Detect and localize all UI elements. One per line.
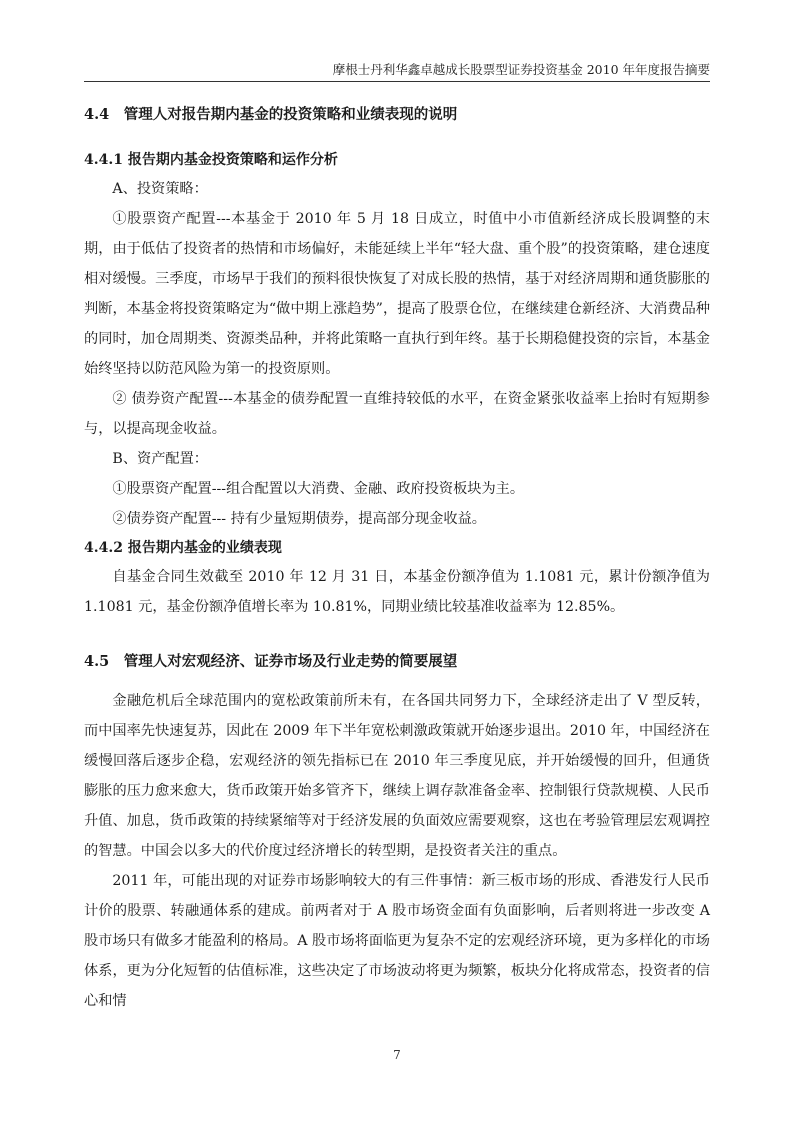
document-body [84,100,710,1016]
performance-paragraph: 自基金合同生效截至 2010 年 12 月 31 日，本基金份额净值为 1.1081 元，累计份额净值为 1.1081 元，基金份额净值增长率为 10.81%，同期业绩比较基准收益率为 12.85%。 [84,569,710,615]
document-header: 摩根士丹利华鑫卓越成长股票型证券投资基金 2010 年年度报告摘要 [332,62,710,77]
market-outlook-paragraph: 2011 年，可能出现的对证券市场影响较大的有三件事情：新三板市场的形成、香港发行人民币计价的股票、转融通体系的建成。前两者对于 A 股市场资金面有负面影响，后者则将进一步改变 A 股市场只有做多才能盈利的格局。A 股市场将面临更为复杂不定的宏观经济环境，更为多样化的市场体系，更为分化短暂的估值标准，这些决定了市场波动将更为频繁，板块分化将成常态，投资者的信心和情 [84,873,710,1009]
bond-allocation-paragraph: ② 债券资产配置---本基金的债券配置一直维持较低的水平，在资金紧张收益率上抬时有短期参与，以提高现金收益。 [84,391,710,437]
strategy-label: A、投资策略： [112,181,208,197]
macro-outlook-paragraph: 金融危机后全球范围内的宽松政策前所未有，在各国共同努力下，全球经济走出了 V 型反转，而中国率先快速复苏，因此在 2009 年下半年宽松刺激政策就开始逐步退出。2010 年，中国经济在缓慢回落后逐步企稳，宏观经济的领先指标已在 2010 年三季度见底，并开始缓慢的回升，但通货膨胀的压力愈来愈大，货币政策开始多管齐下，继续上调存款准备金率、控制银行贷款规模、人民币升值、加息，货币政策的持续紧缩等对于经济发展的负面效应需要观察，这也在考验管理层宏观调控的智慧。中国会以多大的代价度过经济增长的转型期，是投资者关注的重点。 [84,693,710,859]
section-4-4-1-title: 4.4.1 报告期内基金投资策略和运作分析 [84,152,338,168]
asset-allocation-label: B、资产配置： [112,451,208,467]
section-4-5-title: 4.5 管理人对宏观经济、证券市场及行业走势的简要展望 [84,653,458,670]
header-divider [84,81,710,82]
section-4-4-2-title: 4.4.2 报告期内基金的业绩表现 [84,540,282,556]
stock-allocation-item: ①股票资产配置---组合配置以大消费、金融、政府投资板块为主。 [112,481,525,497]
bond-allocation-item: ②债券资产配置--- 持有少量短期债券，提高部分现金收益。 [112,511,486,527]
page-number: 7 [393,1048,401,1062]
section-4-4-title: 4.4 管理人对报告期内基金的投资策略和业绩表现的说明 [84,106,458,123]
stock-allocation-paragraph: ①股票资产配置---本基金于 2010 年 5 月 18 日成立，时值中小市值新经济成长股调整的末期，由于低估了投资者的热情和市场偏好，未能延续上半年“轻大盘、重个股”的投资策略，建仓速度相对缓慢。三季度，市场早于我们的预料很快恢复了对成长股的热情，基于对经济周期和通货膨胀的判断，本基金将投资策略定为“做中期上涨趋势”，提高了股票仓位，在继续建仓新经济、大消费品种的同时，加仓周期类、资源类品种，并将此策略一直执行到年终。基于长期稳健投资的宗旨，本基金始终坚持以防范风险为第一的投资原则。 [84,211,710,377]
